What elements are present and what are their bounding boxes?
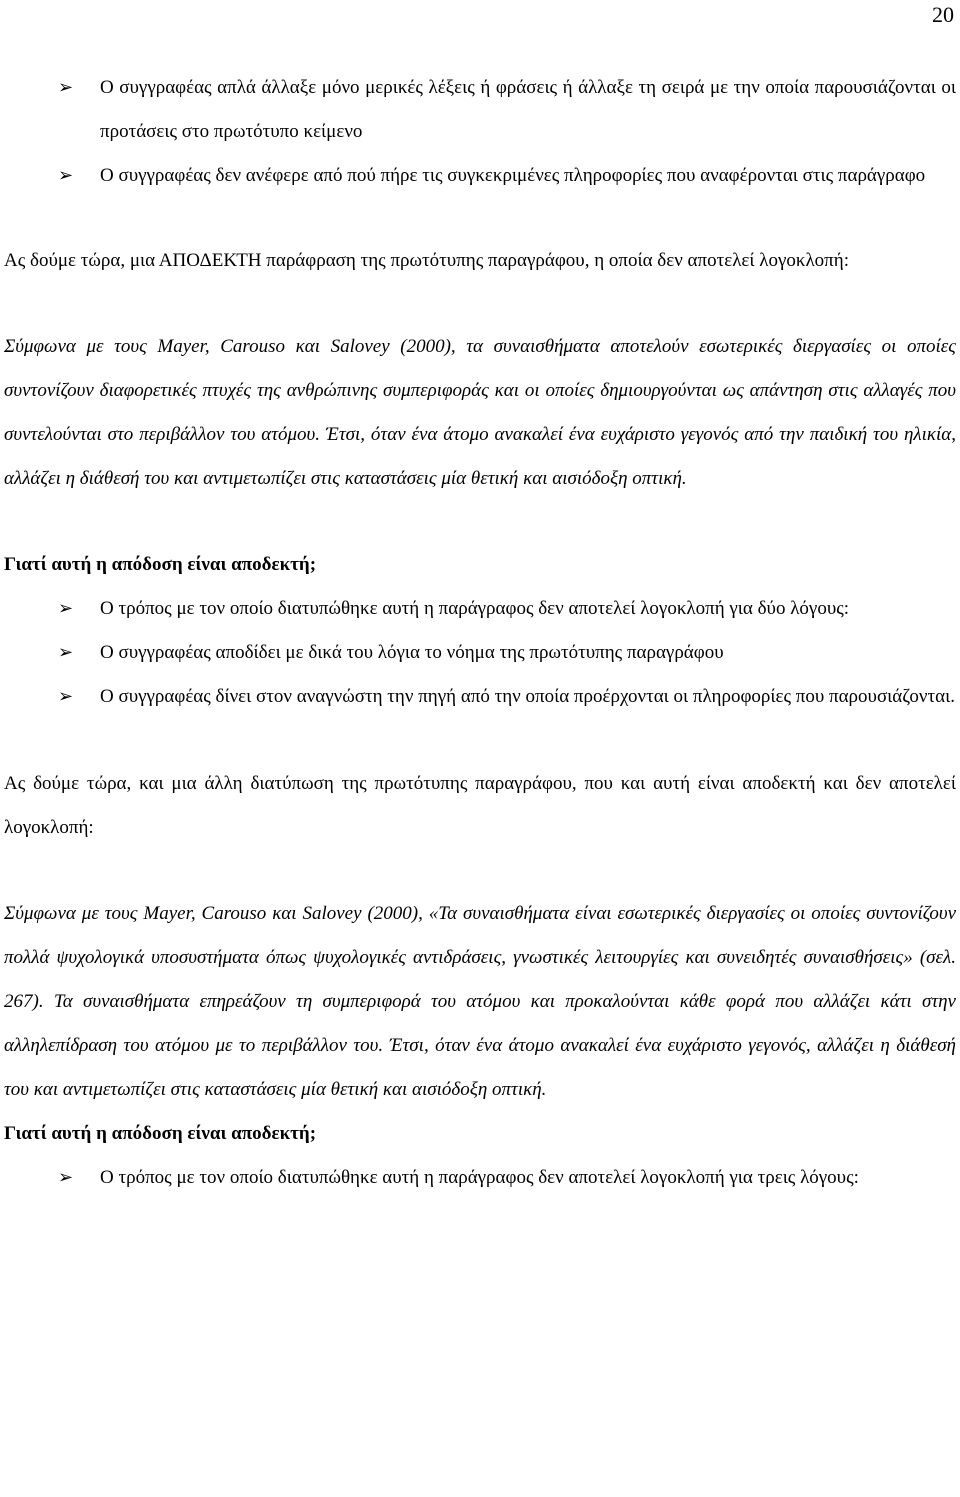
- paragraph-intro: Ας δούμε τώρα, και μια άλλη διατύπωση της πρωτότυπης παραγράφου, που και αυτή είναι αποδεκτή και δεν αποτελεί λογοκλοπή:: [4, 773, 956, 838]
- arrow-bullet-icon: ➢: [58, 642, 74, 663]
- section-heading: Γιατί αυτή η απόδοση είναι αποδεκτή;: [4, 1123, 317, 1144]
- page-number: 20: [932, 2, 954, 27]
- arrow-bullet-icon: ➢: [58, 165, 74, 186]
- arrow-bullet-icon: ➢: [58, 77, 74, 98]
- arrow-bullet-icon: ➢: [58, 598, 74, 619]
- arrow-bullet-icon: ➢: [58, 686, 74, 707]
- document-body: [4, 66, 956, 1200]
- arrow-bullet-icon: ➢: [58, 1167, 74, 1188]
- paraphrase-paragraph: Σύμφωνα με τους Mayer, Carouso και Salovey (2000), «Τα συναισθήματα είναι εσωτερικές διεργασίες οι οποίες συντονίζουν πολλά ψυχολογικά υποσυστήματα όπως ψυχολογικές αντιδράσεις, γνωστικές λειτουργίες και συνειδητές συναισθήσεις» (σελ. 267). Τα συναισθήματα επηρεάζουν τη συμπεριφορά του ατόμου και προκαλούνται κάθε φορά που αλλάζει κάτι στην αλληλεπίδραση του ατόμου με το περιβάλλον του. Έτσι, όταν ένα άτομο ανακαλεί ένα ευχάριστο γεγονός, αλλάζει η διάθεσή του και αντιμετωπίζει στις καταστάσεις μία θετική και αισιόδοξη οπτική.: [4, 903, 956, 1100]
- section-heading: Γιατί αυτή η απόδοση είναι αποδεκτή;: [4, 554, 317, 575]
- list-item: ➢ Ο συγγραφέας απλά άλλαξε μόνο μερικές λέξεις ή φράσεις ή άλλαξε τη σειρά με την οποία παρουσιάζονται οι προτάσεις στο πρωτότυπο κείμενο: [4, 66, 956, 154]
- list-item: ➢ Ο τρόπος με τον οποίο διατυπώθηκε αυτή η παράγραφος δεν αποτελεί λογοκλοπή για δύο λόγους:: [4, 587, 956, 631]
- list-item: ➢ Ο συγγραφέας αποδίδει με δικά του λόγια το νόημα της πρωτότυπης παραγράφου: [4, 631, 956, 675]
- list-item: ➢ Ο συγγραφέας δίνει στον αναγνώστη την πηγή από την οποία προέρχονται οι πληροφορίες που παρουσιάζονται.: [4, 675, 956, 719]
- paragraph-intro: Ας δούμε τώρα, μια ΑΠΟΔΕΚΤΗ παράφραση της πρωτότυπης παραγράφου, η οποία δεν αποτελεί λογοκλοπή:: [4, 250, 849, 271]
- list-item: ➢ Ο συγγραφέας δεν ανέφερε από πού πήρε τις συγκεκριμένες πληροφορίες που αναφέρονται στις παράγραφο: [4, 154, 956, 198]
- list-item: ➢ Ο τρόπος με τον οποίο διατυπώθηκε αυτή η παράγραφος δεν αποτελεί λογοκλοπή για τρεις λόγους:: [4, 1156, 956, 1200]
- paraphrase-paragraph: Σύμφωνα με τους Mayer, Carouso και Salovey (2000), τα συναισθήματα αποτελούν εσωτερικές διεργασίες οι οποίες συντονίζουν διαφορετικές πτυχές της ανθρώπινης συμπεριφοράς και οι οποίες δημιουργούνται ως απάντηση στις αλλαγές που συντελούνται στο περιβάλλον του ατόμου. Έτσι, όταν ένα άτομο ανακαλεί ένα ευχάριστο γεγονός από την παιδική του ηλικία, αλλάζει η διάθεσή του και αντιμετωπίζει στις καταστάσεις μία θετική και αισιόδοξη οπτική.: [4, 336, 956, 489]
